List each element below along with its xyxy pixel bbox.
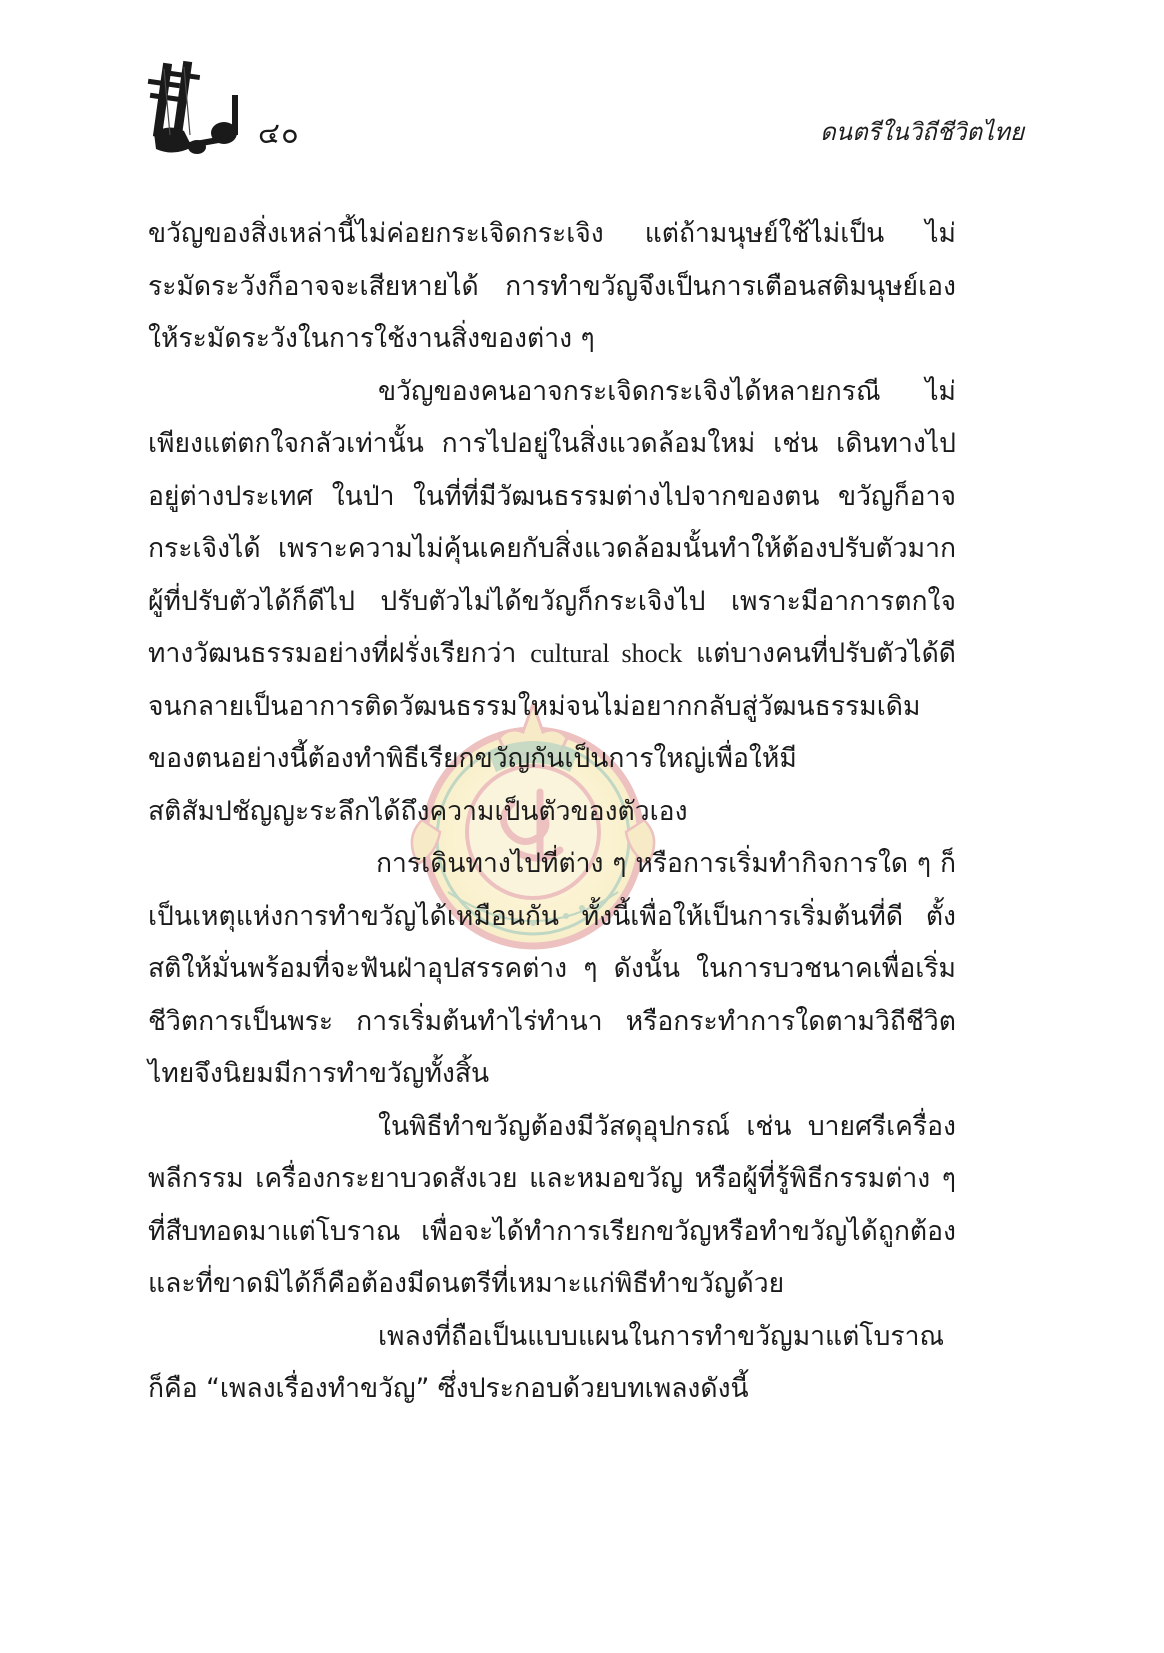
paragraph: เพลงที่ถือเป็นแบบแผนในการทำขวัญมาแต่โบราณก็คือ “เพลงเรื่องทำขวัญ” ซึ่งประกอบด้วยบทเพลงดังนี้ bbox=[148, 1320, 945, 1404]
paragraph-text-part: แต่บางคนที่ปรับตัวได้ดีจนกลายเป็นอาการติดวัฒนธรรมใหม่จนไม่อยากกลับสู่วัฒนธรรมเดิมของตนอย่างนี้ต้องทำพิธีเรียกขวัญกันเป็นการใหญ่เพื่อให้มีสติสัมปชัญญะระลึกได้ถึงความเป็นตัวของตัวเอง bbox=[148, 638, 956, 827]
paragraph: ขวัญของสิ่งเหล่านี้ไม่ค่อยกระเจิดกระเจิง แต่ถ้ามนุษย์ใช้ไม่เป็น ไม่ระมัดระวังก็อาจจะเสียหายได้ การทำขวัญจึงเป็นการเตือนสติมนุษย์เองให้ระมัดระวังในการใช้งานสิ่งของต่าง ๆ bbox=[148, 218, 956, 354]
paragraph-text-part: ขวัญของคนอาจกระเจิดกระเจิงได้หลายกรณี ไม่เพียงแต่ตกใจกลัวเท่านั้น การไปอยู่ในสิ่งแวดล้อมใหม่ เช่น เดินทางไปอยู่ต่างประเทศ ในป่า ในที่ที่มีวัฒนธรรมต่างไปจากของตน ขวัญก็อาจกระเจิงได้ เพราะความไม่คุ้นเคยกับสิ่งแวดล้อมนั้นทำให้ต้องปรับตัวมากผู้ที่ปรับตัวได้ก็ดีไป ปรับตัวไม่ได้ขวัญก็กระเจิงไป เพราะมีอาการตกใจทางวัฒนธรรมอย่างที่ฝรั่งเรียกว่า bbox=[148, 375, 956, 669]
latin-term: cultural shock bbox=[530, 639, 683, 668]
thai-stringed-instrument-icon bbox=[140, 55, 250, 165]
running-title: ดนตรีในวิถีชีวิตไทย bbox=[820, 118, 1024, 146]
page-body bbox=[148, 208, 956, 1416]
page-header bbox=[140, 55, 1024, 165]
page-number: ๔๐ bbox=[258, 116, 300, 150]
paragraph: ในพิธีทำขวัญต้องมีวัสดุอุปกรณ์ เช่น บายศรีเครื่องพลีกรรม เครื่องกระยาบวดสังเวย และหมอขวัญ หรือผู้ที่รู้พิธีกรรมต่าง ๆ ที่สืบทอดมาแต่โบราณ เพื่อจะได้ทำการเรียกขวัญหรือทำขวัญได้ถูกต้อง และที่ขาดมิได้ก็คือต้องมีดนตรีที่เหมาะแก่พิธีทำขวัญด้วย bbox=[148, 1110, 956, 1299]
paragraph bbox=[148, 366, 956, 839]
paragraph: การเดินทางไปที่ต่าง ๆ หรือการเริ่มทำกิจการใด ๆ ก็เป็นเหตุแห่งการทำขวัญได้เหมือนกัน ทั้งนี้เพื่อให้เป็นการเริ่มต้นที่ดี ตั้งสติให้มั่นพร้อมที่จะฟันฝ่าอุปสรรคต่าง ๆ ดังนั้น ในการบวชนาคเพื่อเริ่มชีวิตการเป็นพระ การเริ่มต้นทำไร่ทำนา หรือกระทำการใดตามวิถีชีวิตไทยจึงนิยมมีการทำขวัญทั้งสิ้น bbox=[148, 848, 956, 1089]
